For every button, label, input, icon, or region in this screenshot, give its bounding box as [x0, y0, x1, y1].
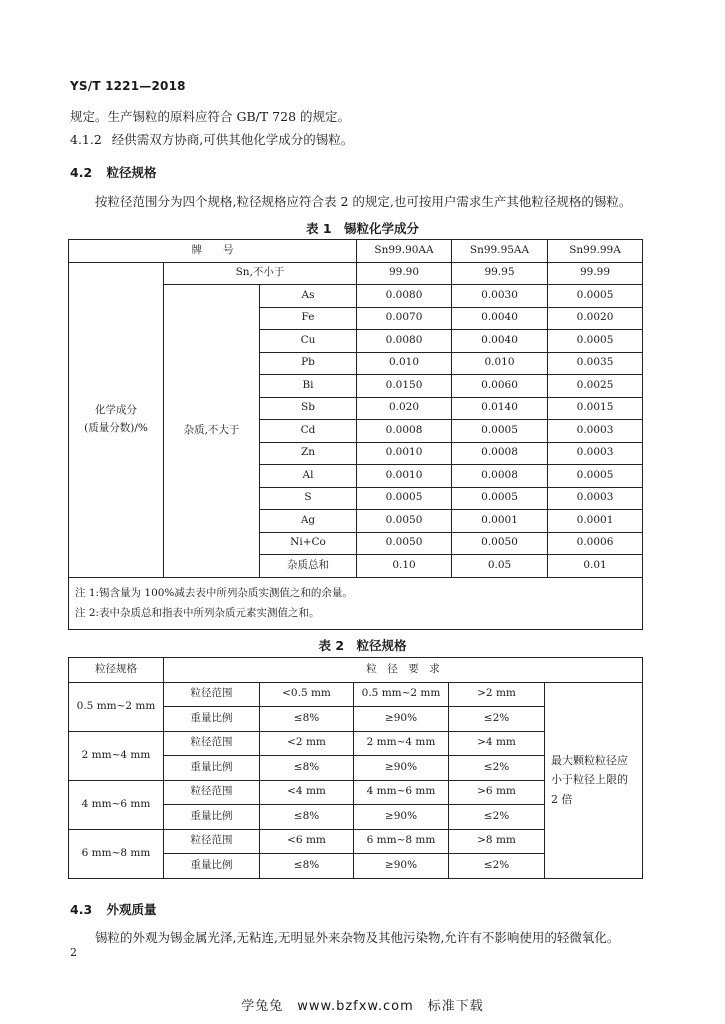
element-name: Pb: [260, 352, 357, 375]
particle-size-table: [68, 657, 643, 879]
chemical-composition-table: [68, 239, 643, 630]
range-label: 粒径范围: [164, 731, 260, 756]
grade-header: Sn99.90AA: [357, 240, 452, 263]
document-header: YS/T 1221—2018: [70, 79, 186, 93]
section-title: 粒径规格: [106, 165, 157, 180]
sn-label: Sn,不小于: [164, 262, 357, 285]
table-row: [69, 262, 643, 285]
range-label: 粒径范围: [164, 682, 260, 707]
paragraph-appearance: 锡粒的外观为锡金属光泽,无粘连,无明显外来杂物及其他污染物,允许有不影响使用的轻微氧化。: [95, 930, 620, 945]
cell-value: 0.0025: [548, 375, 643, 398]
requirement-header: 粒 径 要 求: [164, 658, 643, 683]
element-name: Ni+Co: [260, 532, 357, 555]
footer-watermark: 学兔兔 www.bzfxw.com 标准下载: [241, 999, 484, 1014]
cell-value: 0.0001: [452, 510, 548, 533]
cell-value: 0.05: [452, 555, 548, 578]
cell-value: 0.010: [357, 352, 452, 375]
cell-value: 0.10: [357, 555, 452, 578]
cell-value: 0.0005: [452, 420, 548, 443]
cell-value: 4 mm~6 mm: [354, 780, 449, 805]
group-label-line1: 化学成分: [95, 403, 137, 416]
sn-value: 99.90: [357, 262, 452, 285]
cell-value: 0.0020: [548, 307, 643, 330]
cell-value: 0.0003: [548, 487, 643, 510]
cell-value: 0.0150: [357, 375, 452, 398]
sn-value: 99.99: [548, 262, 643, 285]
element-name: Sb: [260, 397, 357, 420]
cell-value: 0.0008: [452, 465, 548, 488]
cell-value: 0.0001: [548, 510, 643, 533]
cell-value: 0.0140: [452, 397, 548, 420]
cell-value: <2 mm: [260, 731, 354, 756]
cell-value: 0.0050: [357, 510, 452, 533]
weight-label: 重量比例: [164, 756, 260, 781]
cell-value: 0.0005: [357, 487, 452, 510]
cell-value: 2 mm~4 mm: [354, 731, 449, 756]
group-label-line2: (质量分数)/%: [84, 421, 148, 434]
cell-value: 0.0003: [548, 442, 643, 465]
cell-value: 0.0003: [548, 420, 643, 443]
section-title: 外观质量: [106, 902, 157, 917]
weight-label: 重量比例: [164, 805, 260, 830]
cell-value: ≤2%: [449, 707, 545, 732]
cell-value: ≥90%: [354, 707, 449, 732]
section-4-2-heading: [70, 163, 157, 181]
cell-value: 0.0005: [548, 285, 643, 308]
cell-value: 0.020: [357, 397, 452, 420]
remark: 最大颗粒粒径应小于粒径上限的 2 倍: [545, 682, 643, 878]
cell-value: 0.0008: [452, 442, 548, 465]
cell-value: 0.0060: [452, 375, 548, 398]
cell-value: ≤8%: [260, 854, 354, 879]
cell-value: ≤8%: [260, 707, 354, 732]
cell-value: 0.0030: [452, 285, 548, 308]
table2-caption: 表 2 粒径规格: [318, 638, 407, 653]
cell-value: 0.010: [452, 352, 548, 375]
cell-value: ≥90%: [354, 756, 449, 781]
cell-value: ≤2%: [449, 854, 545, 879]
weight-label: 重量比例: [164, 707, 260, 732]
cell-value: 0.0035: [548, 352, 643, 375]
section-number: 4.3: [70, 902, 93, 917]
spec-name: 6 mm~8 mm: [69, 829, 164, 878]
cell-value: ≥90%: [354, 805, 449, 830]
clause-4-1-2: [70, 130, 353, 148]
table1-caption: 表 1 锡粒化学成分: [305, 221, 420, 236]
range-label: 粒径范围: [164, 780, 260, 805]
cell-value: ≤8%: [260, 756, 354, 781]
sn-value: 99.95: [452, 262, 548, 285]
grade-header: Sn99.95AA: [452, 240, 548, 263]
brand-header: 牌 号: [69, 240, 357, 263]
impurity-label: 杂质,不大于: [164, 285, 260, 578]
cell-value: 0.0080: [357, 285, 452, 308]
cell-value: 0.01: [548, 555, 643, 578]
element-name: Cd: [260, 420, 357, 443]
cell-value: 0.0005: [548, 465, 643, 488]
element-name: Zn: [260, 442, 357, 465]
spec-header: 粒径规格: [69, 658, 164, 683]
cell-value: 0.0050: [452, 532, 548, 555]
cell-value: 0.0080: [357, 330, 452, 353]
cell-value: 0.0005: [452, 487, 548, 510]
cell-value: 0.5 mm~2 mm: [354, 682, 449, 707]
grade-header: Sn99.99A: [548, 240, 643, 263]
note-2: 注 2:表中杂质总和指表中所列杂质元素实测值之和。: [75, 607, 320, 619]
group-label: [69, 262, 164, 577]
note-1: 注 1:锡含量为 100%减去表中所列杂质实测值之和的余量。: [75, 587, 353, 599]
cell-value: >8 mm: [449, 829, 545, 854]
range-label: 粒径范围: [164, 829, 260, 854]
clause-number: 4.1.2: [70, 132, 102, 147]
table-notes: [69, 577, 643, 629]
cell-value: <4 mm: [260, 780, 354, 805]
spec-name: 2 mm~4 mm: [69, 731, 164, 780]
table-row: [69, 682, 643, 707]
element-name: Ag: [260, 510, 357, 533]
cell-value: 0.0040: [452, 307, 548, 330]
page-number: 2: [70, 946, 77, 959]
cell-value: >4 mm: [449, 731, 545, 756]
spec-name: 0.5 mm~2 mm: [69, 682, 164, 731]
element-name: Bi: [260, 375, 357, 398]
paragraph-size-spec: 按粒径范围分为四个规格,粒径规格应符合表 2 的规定,也可按用户需求生产其他粒径规格的锡粒。: [95, 194, 632, 209]
section-number: 4.2: [70, 165, 93, 180]
element-name: 杂质总和: [260, 555, 357, 578]
cell-value: 0.0015: [548, 397, 643, 420]
cell-value: 0.0006: [548, 532, 643, 555]
element-name: Cu: [260, 330, 357, 353]
cell-value: <6 mm: [260, 829, 354, 854]
clause-text: 经供需双方协商,可供其他化学成分的锡粒。: [111, 132, 354, 147]
element-name: As: [260, 285, 357, 308]
table-row: [69, 658, 643, 683]
cell-value: ≥90%: [354, 854, 449, 879]
cell-value: 0.0010: [357, 465, 452, 488]
cell-value: ≤2%: [449, 756, 545, 781]
weight-label: 重量比例: [164, 854, 260, 879]
cell-value: 0.0008: [357, 420, 452, 443]
table-row: [69, 240, 643, 263]
element-name: S: [260, 487, 357, 510]
spec-name: 4 mm~6 mm: [69, 780, 164, 829]
cell-value: 0.0040: [452, 330, 548, 353]
cell-value: 6 mm~8 mm: [354, 829, 449, 854]
element-name: Al: [260, 465, 357, 488]
cell-value: ≤2%: [449, 805, 545, 830]
cell-value: 0.0010: [357, 442, 452, 465]
section-4-3-heading: [70, 900, 157, 918]
cell-value: >2 mm: [449, 682, 545, 707]
table-notes-row: [69, 577, 643, 629]
cell-value: >6 mm: [449, 780, 545, 805]
cell-value: 0.0070: [357, 307, 452, 330]
cell-value: 0.0050: [357, 532, 452, 555]
cell-value: 0.0005: [548, 330, 643, 353]
element-name: Fe: [260, 307, 357, 330]
cell-value: <0.5 mm: [260, 682, 354, 707]
cell-value: ≤8%: [260, 805, 354, 830]
paragraph-continuation: 规定。生产锡粒的原料应符合 GB/T 728 的规定。: [70, 109, 350, 124]
